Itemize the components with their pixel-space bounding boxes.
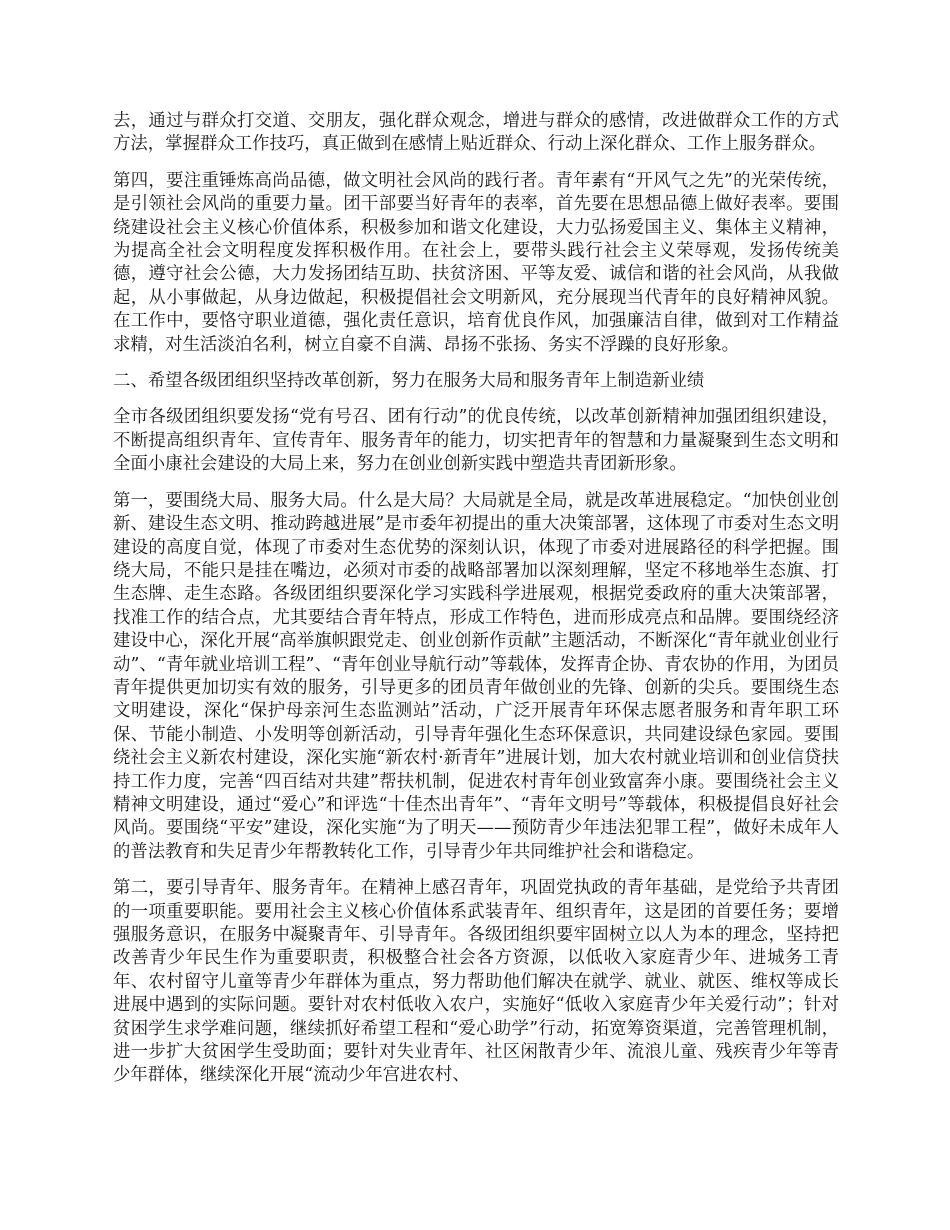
paragraph-section-intro: 全市各级团组织要发扬“党有号召、团有行动”的优良传统，以改革创新精神加强团组织建设，不断提高组织青年、宣传青年、服务青年的能力，切实把青年的智慧和力量凝聚到生态文明和全面小康社会建设的大局上来，努力在创业创新实践中塑造共青团新形象。 [113, 407, 839, 475]
document-body [113, 110, 839, 1101]
paragraph-continuation: 去，通过与群众打交道、交朋友，强化群众观念，增进与群众的感情，改进做群众工作的方式方法，掌握群众工作技巧，真正做到在感情上贴近群众、行动上深化群众、工作上服务群众。 [113, 111, 839, 155]
paragraph-first-point: 第一，要围绕大局、服务大局。什么是大局？大局就是全局，就是改革进展稳定。“加快创业创新、建设生态文明、推动跨越进展”是市委年初提出的重大决策部署，这体现了市委对生态文明建设的高度自觉，体现了市委对生态优势的深刻认识，体现了市委对进展路径的科学把握。围绕大局，不能只是挂在嘴边，必须对市委的战略部署加以深刻理解，坚定不移地举生态旗、打生态牌、走生态路。各级团组织要深化学习实践科学进展观，根据党委政府的重大决策部署，找准工作的结合点，尤其要结合青年特点，形成工作特色，进而形成亮点和品牌。要围绕经济建设中心，深化开展“高举旗帜跟党走、创业创新作贡献”主题活动，不断深化“青年就业创业行动”、“青年就业培训工程”、“青年创业导航行动”等载体，发挥青企协、青农协的作用，为团员青年提供更加切实有效的服务，引导更多的团员青年做创业的先锋、创新的尖兵。要围绕生态文明建设，深化“保护母亲河生态监测站”活动，广泛开展青年环保志愿者服务和青年职工环保、节能小制造、小发明等创新活动，引导青年强化生态环保意识，共同建设绿色家园。要围绕社会主义新农村建设，深化实施“新农村·新青年”进展计划，加大农村就业培训和创业信贷扶持工作力度，完善“四百结对共建”帮扶机制，促进农村青年创业致富奔小康。要围绕社会主义精神文明建设，通过“爱心”和评选“十佳杰出青年”、“青年文明号”等载体，积极提倡良好社会风尚。要围绕“平安”建设，深化实施“为了明天——预防青少年违法犯罪工程”，做好未成年人的普法教育和失足青少年帮教转化工作，引导青少年共同维护社会和谐稳定。 [113, 490, 839, 862]
section-heading-two: 二、希望各级团组织坚持改革创新，努力在服务大局和服务青年上制造新业绩 [113, 371, 705, 392]
paragraph-fourth-point: 第四，要注重锤炼高尚品德，做文明社会风尚的践行者。青年素有“开风气之先”的光荣传统，是引领社会风尚的重要力量。团干部要当好青年的表率，首先要在思想品德上做好表率。要围绕建设社会主义核心价值体系，积极参加和谐文化建设，大力弘扬爱国主义、集体主义精神，为提高全社会文明程度发挥积极作用。在社会上，要带头践行社会主义荣辱观，发扬传统美德，遵守社会公德，大力发扬团结互助、扶贫济困、平等友爱、诚信和谐的社会风尚，从我做起，从小事做起，从身边做起，积极提倡社会文明新风，充分展现当代青年的良好精神风貌。在工作中，要恪守职业道德，强化责任意识，培育优良作风，加强廉洁自律，做到对工作精益求精，对生活淡泊名利，树立自豪不自满、昂扬不张扬、务实不浮躁的良好形象。 [113, 170, 839, 355]
paragraph-second-point: 第二，要引导青年、服务青年。在精神上感召青年，巩固党执政的青年基础，是党给予共青团的一项重要职能。要用社会主义核心价值体系武装青年、组织青年，这是团的首要任务；要增强服务意识，在服务中凝聚青年、引导青年。各级团组织要牢固树立以人为本的理念，坚持把改善青少年民生作为重要职责，积极整合社会各方资源，以低收入家庭青少年、进城务工青年、农村留守儿童等青少年群体为重点，努力帮助他们解决在就学、就业、就医、维权等成长进展中遇到的实际问题。要针对农村低收入农户，实施好“低收入家庭青少年关爱行动”；针对贫困学生求学难问题，继续抓好希望工程和“爱心助学”行动，拓宽筹资渠道，完善管理机制，进一步扩大贫困学生受助面；要针对失业青年、社区闲散青少年、流浪儿童、残疾青少年等青少年群体，继续深化开展“流动少年宫进农村、 [113, 878, 839, 1086]
